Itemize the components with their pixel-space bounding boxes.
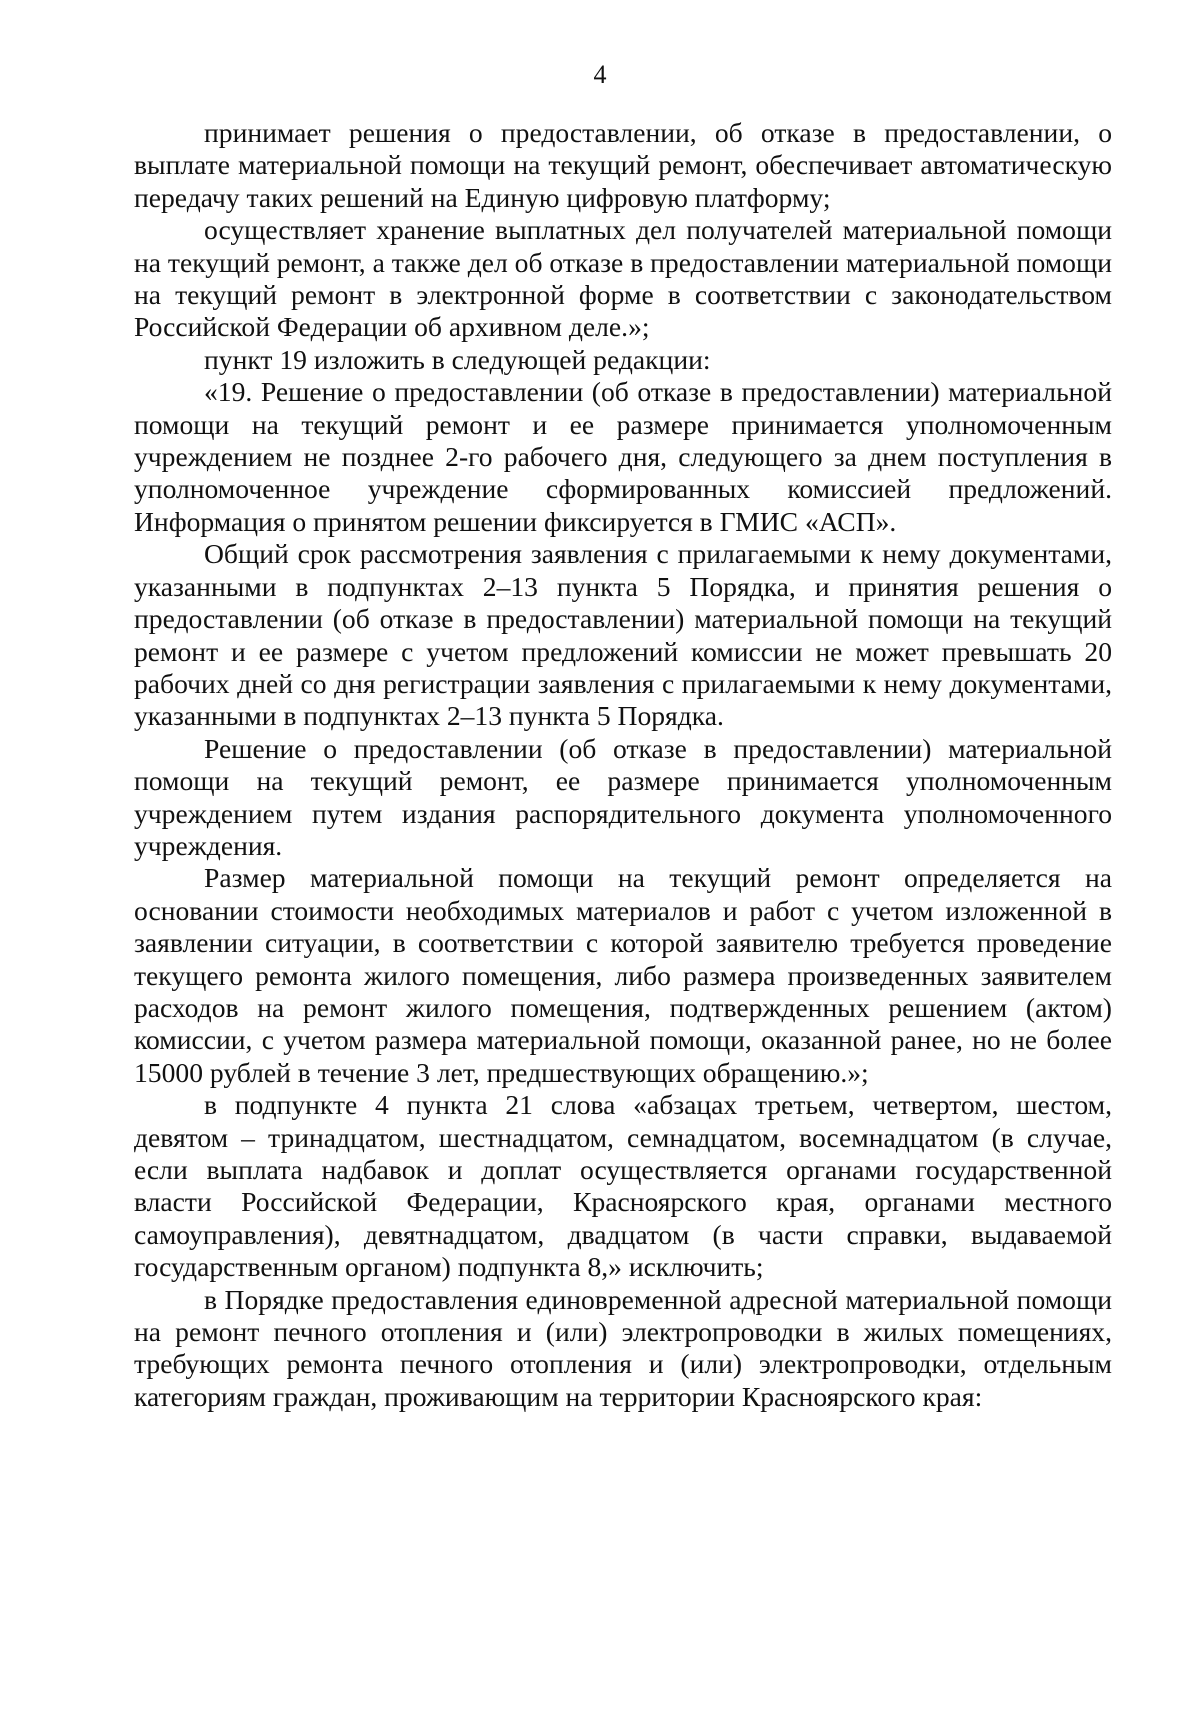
paragraph: Общий срок рассмотрения заявления с прилагаемыми к нему документами, указанными в подпунктах 2–13 пункта 5 Порядка, и принятия решения о предоставлении (об отказе в предоставлении) материальной помощи на текущий ремонт и ее размере с учетом предложений комиссии не может превышать 20 рабочих дней со дня регистрации заявления с прилагаемыми к нему документами, указанными в подпунктах 2–13 пункта 5 Порядка. (134, 538, 1112, 732)
paragraph: пункт 19 изложить в следующей редакции: (204, 343, 711, 375)
page-number: 4 (593, 60, 607, 89)
paragraph: «19. Решение о предоставлении (об отказе в предоставлении) материальной помощи на текущий ремонт и ее размере принимается уполномоченным учреждением не позднее 2-го рабочего дня, следующего за днем поступления в уполномоченное учреждение сформированных комиссией предложений. Информация о принятом решении фиксируется в ГМИС «АСП». (134, 376, 1112, 537)
paragraph: в подпункте 4 пункта 21 слова «абзацах третьем, четвертом, шестом, девятом – тринадцатом, шестнадцатом, семнадцатом, восемнадцатом (в случае, если выплата надбавок и доплат осуществляется органами государственной власти Российской Федерации, Красноярского края, органами местного самоуправления), девятнадцатом, двадцатом (в части справки, выдаваемой государственным органом) подпункта 8,» исключить; (134, 1089, 1112, 1283)
paragraph: Решение о предоставлении (об отказе в предоставлении) материальной помощи на текущий ремонт, ее размере принимается уполномоченным учреждением путем издания распорядительного документа уполномоченного учреждения. (134, 732, 1112, 861)
document-body (134, 117, 1112, 1413)
paragraph: Размер материальной помощи на текущий ремонт определяется на основании стоимости необходимых материалов и работ с учетом изложенной в заявлении ситуации, в соответствии с которой заявителю требуется проведение текущего ремонта жилого помещения, либо размера произведенных заявителем расходов на ремонт жилого помещения, подтвержденных решением (актом) комиссии, с учетом размера материальной помощи, оказанной ранее, но не более 15000 рублей в течение 3 лет, предшествующих обращению.»; (134, 862, 1112, 1088)
paragraph: в Порядке предоставления единовременной адресной материальной помощи на ремонт печного отопления и (или) электропроводки в жилых помещениях, требующих ремонта печного отопления и (или) электропроводки, отдельным категориям граждан, проживающим на территории Красноярского края: (134, 1283, 1112, 1412)
paragraph: принимает решения о предоставлении, об отказе в предоставлении, о выплате материальной помощи на текущий ремонт, обеспечивает автоматическую передачу таких решений на Единую цифровую платформу; (134, 117, 1112, 213)
paragraph: осуществляет хранение выплатных дел получателей материальной помощи на текущий ремонт, а также дел об отказе в предоставлении материальной помощи на текущий ремонт в электронной форме в соответствии с законодательством Российской Федерации об архивном деле.»; (134, 214, 1112, 343)
